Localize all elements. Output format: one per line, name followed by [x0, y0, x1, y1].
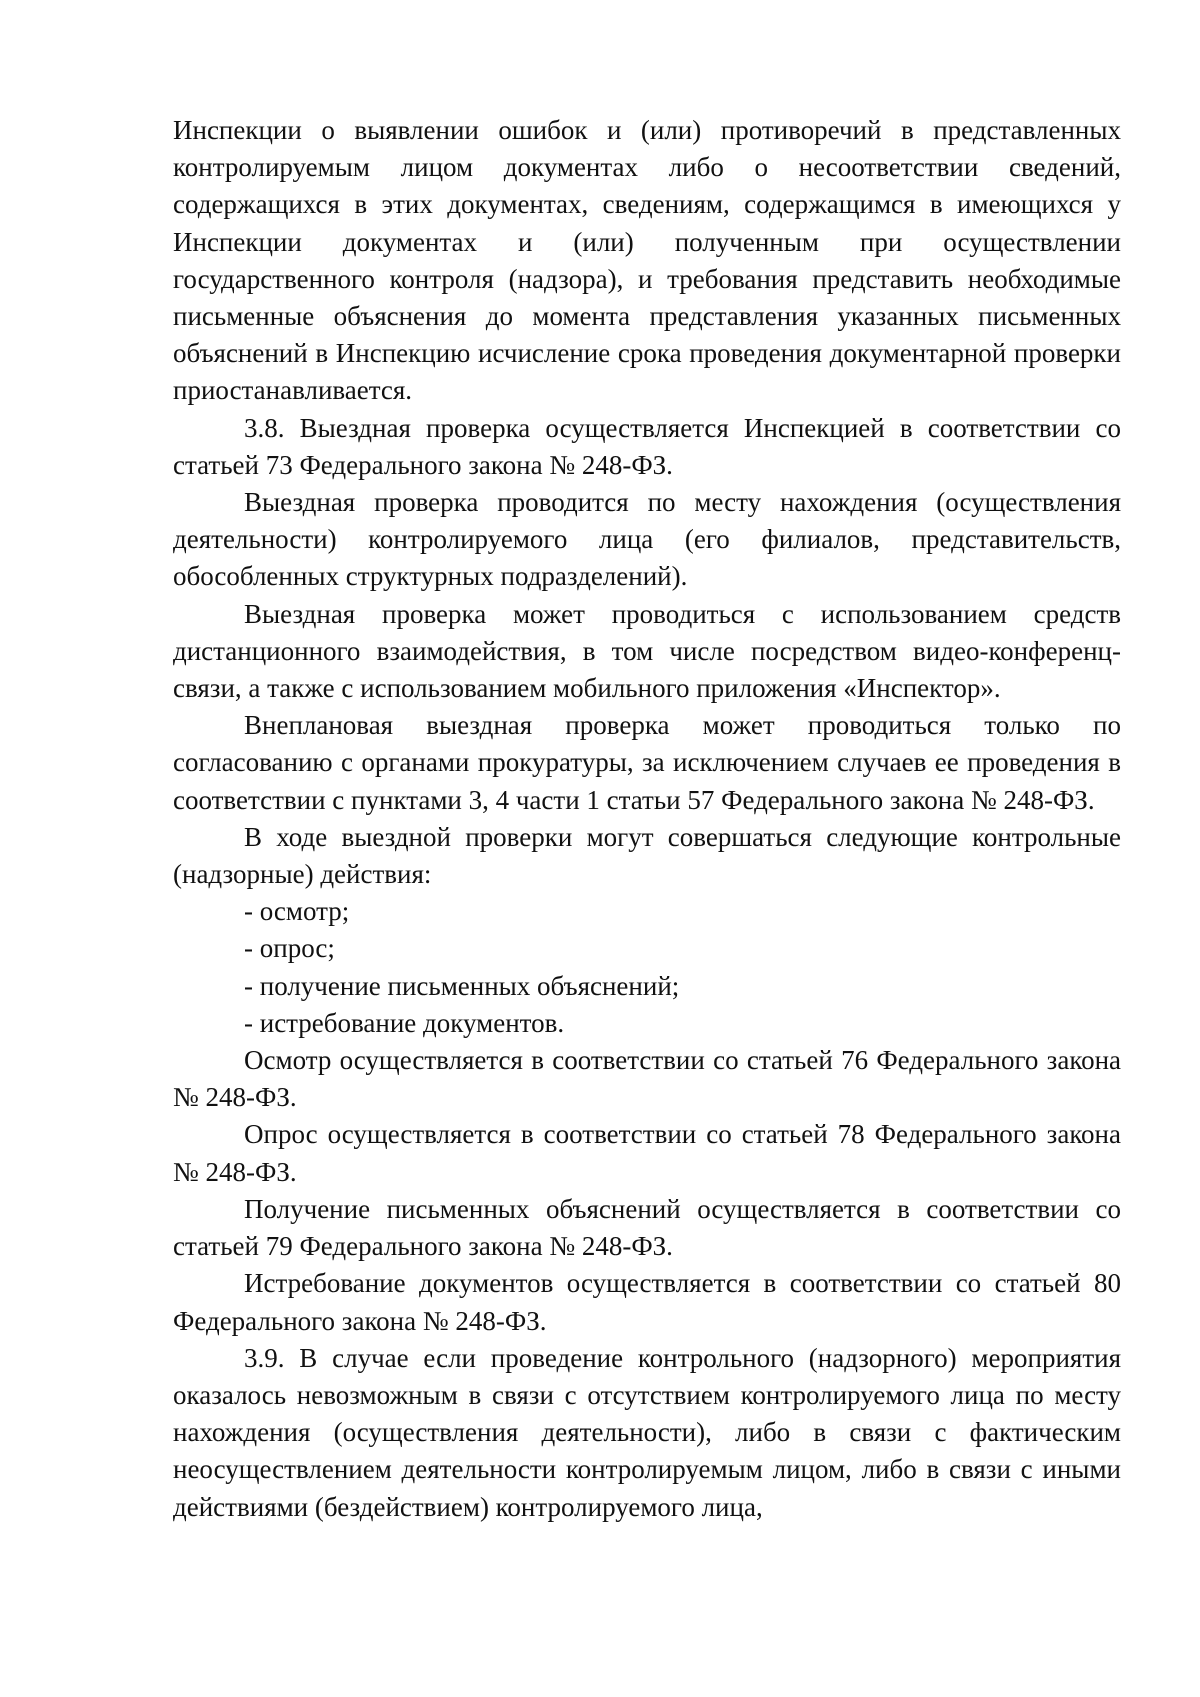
- paragraph-inspection: Осмотр осуществляется в соответствии со статьей 76 Федерального закона № 248-ФЗ.: [173, 1045, 1121, 1113]
- paragraph-survey: Опрос осуществляется в соответствии со статьей 78 Федерального закона № 248-ФЗ.: [173, 1119, 1121, 1187]
- paragraph-actions-intro: В ходе выездной проверки могут совершаться следующие контрольные (надзорные) действия:: [173, 821, 1121, 890]
- list-item: - истребование документов.: [244, 1007, 565, 1038]
- paragraph-3-8: 3.8. Выездная проверка осуществляется Инспекцией в соответствии со статьей 73 Федерального закона № 248-ФЗ.: [173, 412, 1121, 480]
- paragraph-3-9: 3.9. В случае если проведение контрольного (надзорного) мероприятия оказалось невозможным в связи с отсутствием контролируемого лица по месту нахождения (осуществления деятельности), либо в связи с фактическим неосуществлением деятельности контролируемым лицом, либо в связи с иными действиями (бездействием) контролируемого лица,: [173, 1342, 1121, 1522]
- document-page: [173, 112, 1121, 1526]
- list-item: - осмотр;: [244, 896, 350, 927]
- paragraph-location: Выездная проверка проводится по месту нахождения (осуществления деятельности) контролируемого лица (его филиалов, представительств, обособленных структурных подразделений).: [173, 487, 1121, 592]
- paragraph-explanations: Получение письменных объяснений осуществляется в соответствии со статьей 79 Федерального закона № 248-ФЗ.: [173, 1193, 1121, 1262]
- paragraph-continuation: Инспекции о выявлении ошибок и (или) противоречий в представленных контролируемым лицом документах либо о несоответствии сведений, содержащихся в этих документах, сведениям, содержащимся в имеющихся у Инспекции документах и (или) полученным при осуществлении государственного контроля (надзора), и требования представить необходимые письменные объяснения до момента представления указанных письменных объяснений в Инспекцию исчисление срока проведения документарной проверки приостанавливается.: [173, 115, 1121, 406]
- paragraph-documents: Истребование документов осуществляется в соответствии со статьей 80 Федерального закона № 248-ФЗ.: [173, 1268, 1121, 1336]
- list-item: - опрос;: [244, 933, 335, 964]
- paragraph-unscheduled: Внеплановая выездная проверка может проводиться только по согласованию с органами прокуратуры, за исключением случаев ее проведения в соответствии с пунктами 3, 4 части 1 статьи 57 Федерального закона № 248-ФЗ.: [173, 710, 1121, 815]
- list-item: - получение письменных объяснений;: [244, 970, 680, 1001]
- paragraph-remote: Выездная проверка может проводиться с использованием средств дистанционного взаимодействия, в том числе посредством видео-конференц-связи, а также с использованием мобильного приложения «Инспектор».: [173, 598, 1121, 704]
